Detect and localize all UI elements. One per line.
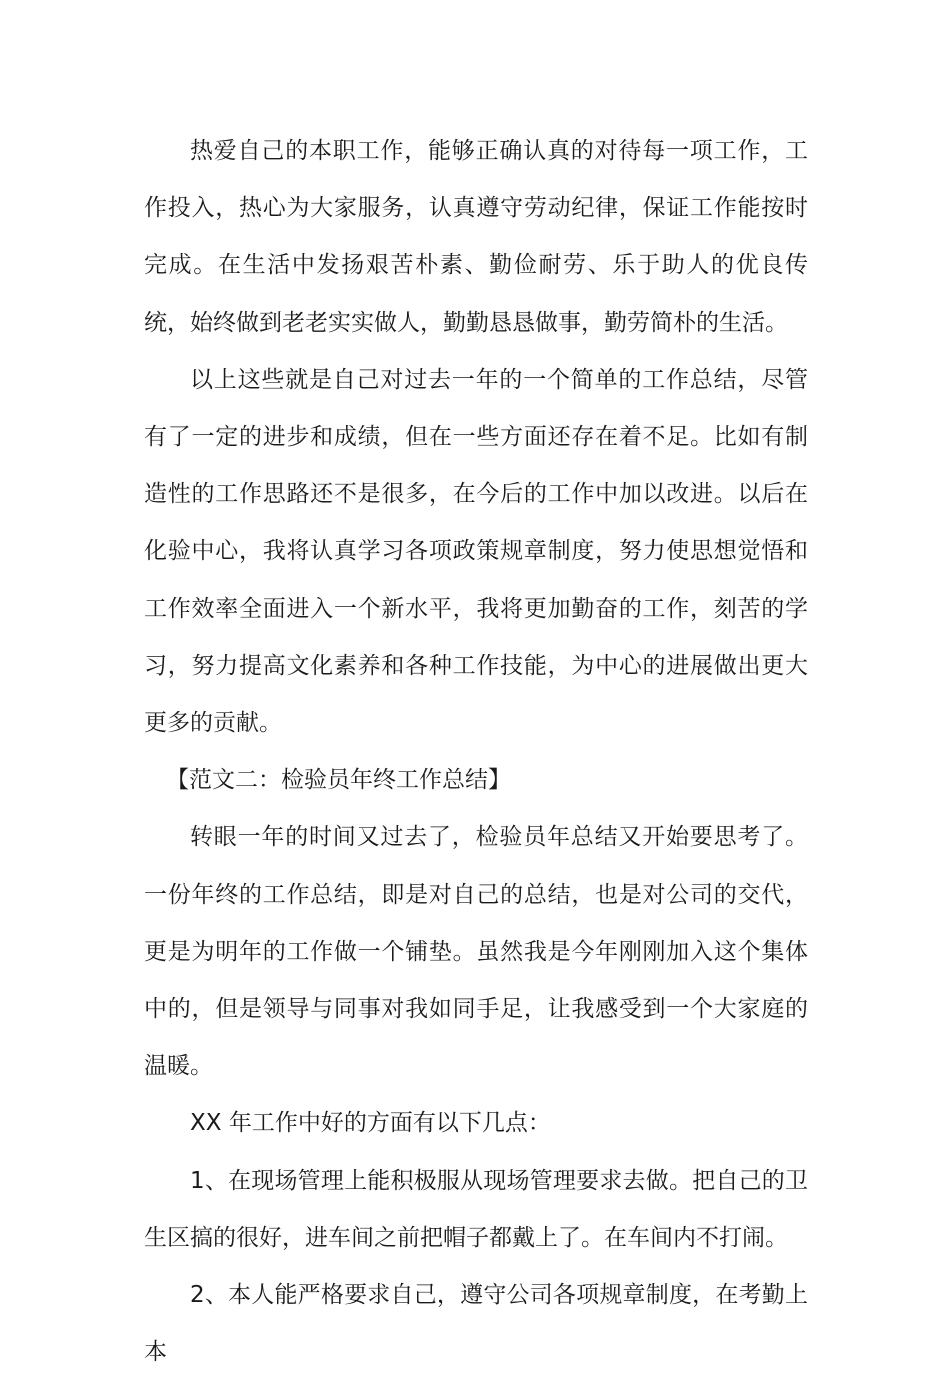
paragraph-work-attitude: 热爱自己的本职工作，能够正确认真的对待每一项工作，工作投入，热心为大家服务，认真遵守劳动纪律，保证工作能按时完成。在生活中发扬艰苦朴素、勤俭耐劳、乐于助人的优良传统，始终做到老老实实做人，勤勤恳恳做事，勤劳简朴的生活。: [144, 138, 808, 336]
list-item-1: 1、在现场管理上能积极服从现场管理要求去做。把自己的卫生区搞的很好，进车间之前把帽子都戴上了。在车间内不打闹。: [144, 1167, 808, 1251]
paragraph-intro: 转眼一年的时间又过去了，检验员年总结又开始要思考了。一份年终的工作总结，即是对自己的总结，也是对公司的交代，更是为明年的工作做一个铺垫。虽然我是今年刚刚加入这个集体中的，但是领导与同事对我如同手足，让我感受到一个大家庭的温暖。: [144, 824, 808, 1080]
paragraph-good-points-lead: XX 年工作中好的方面有以下几点：: [190, 1110, 551, 1137]
paragraph-summary-outlook: 以上这些就是自己对过去一年的一个简单的工作总结，尽管有了一定的进步和成绩，但在一些方面还存在着不足。比如有制造性的工作思路还不是很多，在今后的工作中加以改进。以后在化验中心，我将认真学习各项政策规章制度，努力使思想觉悟和工作效率全面进入一个新水平，我将更加勤奋的工作，刻苦的学习，努力提高文化素养和各种工作技能，为中心的进展做出更大更多的贡献。: [144, 366, 808, 737]
document-body: [144, 123, 808, 1381]
section-heading-example-two: 【范文二：检验员年终工作总结】: [166, 767, 511, 794]
list-item-2: 2、本人能严格要求自己，遵守公司各项规章制度，在考勤上本: [144, 1282, 808, 1366]
